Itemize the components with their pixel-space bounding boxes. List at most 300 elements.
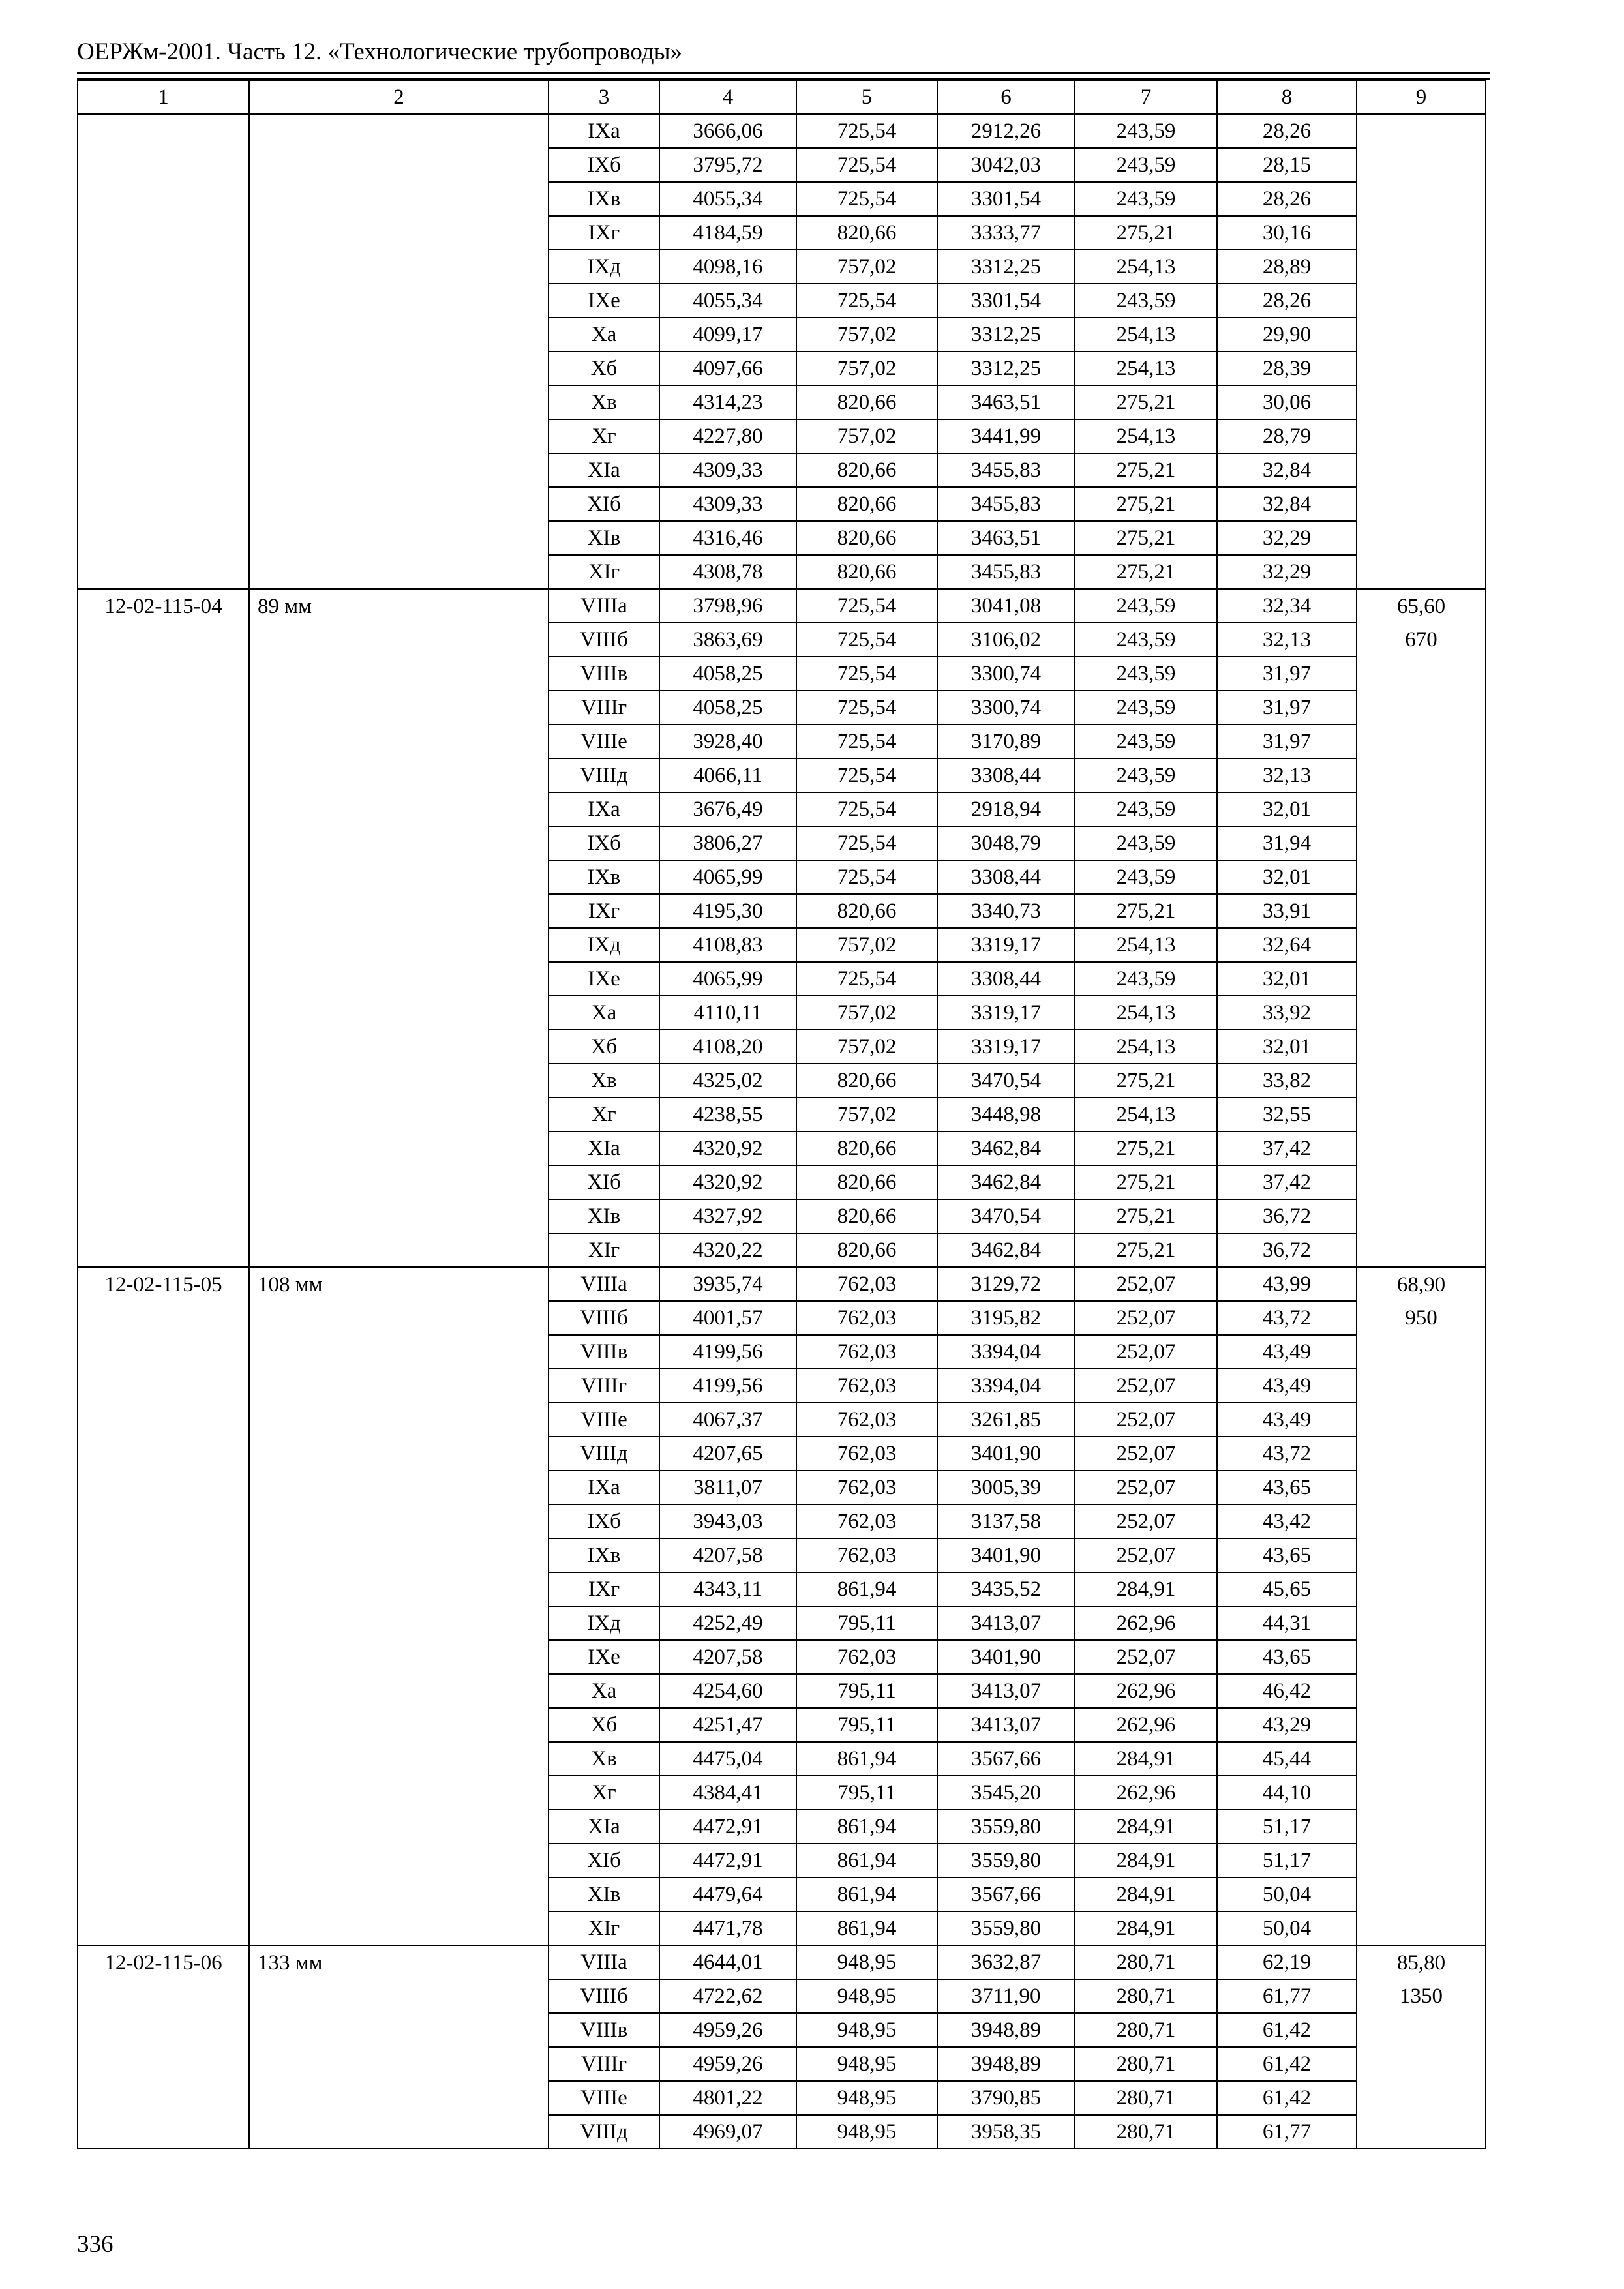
total-cost: 4325,02 <box>659 1064 796 1098</box>
wages: 725,54 <box>796 589 937 623</box>
region-zone: Xб <box>549 352 659 385</box>
region-zone: IXе <box>549 284 659 318</box>
pipe-diameter <box>249 1403 549 1437</box>
machinery-cost: 275,21 <box>1075 521 1217 555</box>
labor-hours: 37,42 <box>1217 1165 1357 1199</box>
labor-hours: 32,55 <box>1217 1098 1357 1131</box>
materials: 3401,90 <box>937 1640 1075 1674</box>
machinery-cost: 252,07 <box>1075 1403 1217 1437</box>
materials: 3195,82 <box>937 1301 1075 1335</box>
machinery-cost: 262,96 <box>1075 1708 1217 1742</box>
pipe-diameter <box>249 1504 549 1538</box>
total-cost: 4801,22 <box>659 2081 796 2115</box>
total-cost: 4472,91 <box>659 1844 796 1878</box>
rate-code <box>78 1844 249 1878</box>
materials: 3559,80 <box>937 1844 1075 1878</box>
total-cost: 4098,16 <box>659 250 796 284</box>
materials: 3340,73 <box>937 894 1075 928</box>
column-number: 8 <box>1217 80 1357 114</box>
rate-code <box>78 691 249 725</box>
pipe-diameter <box>249 1911 549 1945</box>
unit-value <box>1357 2081 1486 2115</box>
rate-code <box>78 216 249 250</box>
rate-code <box>78 1437 249 1471</box>
unit-value <box>1357 1606 1486 1640</box>
table-row <box>78 1098 1486 1131</box>
region-zone: Xв <box>549 1742 659 1776</box>
rate-code <box>78 1301 249 1335</box>
region-zone: VIIIб <box>549 1979 659 2013</box>
header-rule <box>77 72 1490 74</box>
pipe-diameter <box>249 1301 549 1335</box>
labor-hours: 32,29 <box>1217 555 1357 589</box>
table-row <box>78 1606 1486 1640</box>
pipe-diameter <box>249 1165 549 1199</box>
labor-hours: 28,89 <box>1217 250 1357 284</box>
rate-code <box>78 385 249 419</box>
pipe-diameter <box>249 148 549 182</box>
total-cost: 4099,17 <box>659 318 796 352</box>
region-zone: IXб <box>549 826 659 860</box>
region-zone: IXа <box>549 1471 659 1504</box>
column-number: 5 <box>796 80 937 114</box>
machinery-cost: 284,91 <box>1075 1742 1217 1776</box>
materials: 3137,58 <box>937 1504 1075 1538</box>
wages: 725,54 <box>796 826 937 860</box>
region-zone: Xг <box>549 419 659 453</box>
table-row <box>78 1878 1486 1911</box>
total-cost: 4384,41 <box>659 1776 796 1810</box>
rate-code <box>78 2081 249 2115</box>
machinery-cost: 275,21 <box>1075 1233 1217 1267</box>
region-zone: IXд <box>549 928 659 962</box>
rate-code <box>78 2115 249 2149</box>
machinery-cost: 252,07 <box>1075 1538 1217 1572</box>
materials: 3632,87 <box>937 1945 1075 1979</box>
column-number: 7 <box>1075 80 1217 114</box>
unit-value <box>1357 792 1486 826</box>
pipe-diameter <box>249 1742 549 1776</box>
wages: 725,54 <box>796 758 937 792</box>
total-cost: 3928,40 <box>659 725 796 758</box>
total-cost: 4199,56 <box>659 1335 796 1369</box>
labor-hours: 31,97 <box>1217 691 1357 725</box>
rate-code: 12-02-115-06 <box>78 1945 249 1979</box>
pipe-diameter <box>249 1708 549 1742</box>
total-cost: 3811,07 <box>659 1471 796 1504</box>
table-row <box>78 792 1486 826</box>
machinery-cost: 243,59 <box>1075 657 1217 691</box>
rate-code <box>78 1369 249 1403</box>
total-cost: 4055,34 <box>659 284 796 318</box>
table-row <box>78 182 1486 216</box>
unit-value: 670 <box>1357 623 1486 657</box>
pipe-diameter <box>249 1640 549 1674</box>
wages: 820,66 <box>796 385 937 419</box>
table-row <box>78 1504 1486 1538</box>
table-row <box>78 385 1486 419</box>
rate-code <box>78 1606 249 1640</box>
machinery-cost: 254,13 <box>1075 996 1217 1030</box>
region-zone: XIг <box>549 1233 659 1267</box>
total-cost: 4479,64 <box>659 1878 796 1911</box>
labor-hours: 43,49 <box>1217 1403 1357 1437</box>
table-row <box>78 826 1486 860</box>
total-cost: 4108,20 <box>659 1030 796 1064</box>
rate-code <box>78 114 249 148</box>
machinery-cost: 284,91 <box>1075 1878 1217 1911</box>
table-row <box>78 1979 1486 2013</box>
unit-value <box>1357 1844 1486 1878</box>
table-row <box>78 589 1486 623</box>
pipe-diameter <box>249 1674 549 1708</box>
machinery-cost: 262,96 <box>1075 1674 1217 1708</box>
table-row <box>78 1165 1486 1199</box>
wages: 795,11 <box>796 1606 937 1640</box>
rate-code <box>78 419 249 453</box>
labor-hours: 50,04 <box>1217 1911 1357 1945</box>
wages: 762,03 <box>796 1538 937 1572</box>
total-cost: 4320,22 <box>659 1233 796 1267</box>
machinery-cost: 275,21 <box>1075 1165 1217 1199</box>
machinery-cost: 252,07 <box>1075 1267 1217 1301</box>
region-zone: VIIIд <box>549 758 659 792</box>
region-zone: VIIIд <box>549 2115 659 2149</box>
region-zone: IXд <box>549 1606 659 1640</box>
materials: 3462,84 <box>937 1165 1075 1199</box>
machinery-cost: 243,59 <box>1075 758 1217 792</box>
region-zone: Xг <box>549 1776 659 1810</box>
materials: 3394,04 <box>937 1369 1075 1403</box>
region-zone: VIIIб <box>549 623 659 657</box>
pipe-diameter <box>249 352 549 385</box>
wages: 861,94 <box>796 1911 937 1945</box>
total-cost: 4207,65 <box>659 1437 796 1471</box>
labor-hours: 50,04 <box>1217 1878 1357 1911</box>
unit-value: 85,80 <box>1357 1945 1486 1979</box>
region-zone: Xб <box>549 1030 659 1064</box>
region-zone: VIIIв <box>549 2013 659 2047</box>
materials: 3463,51 <box>937 385 1075 419</box>
region-zone: XIг <box>549 1911 659 1945</box>
unit-value <box>1357 1776 1486 1810</box>
machinery-cost: 275,21 <box>1075 1199 1217 1233</box>
materials: 3711,90 <box>937 1979 1075 2013</box>
total-cost: 4001,57 <box>659 1301 796 1335</box>
materials: 3455,83 <box>937 555 1075 589</box>
unit-value: 1350 <box>1357 1979 1486 2013</box>
labor-hours: 46,42 <box>1217 1674 1357 1708</box>
rate-code <box>78 928 249 962</box>
labor-hours: 43,42 <box>1217 1504 1357 1538</box>
machinery-cost: 252,07 <box>1075 1437 1217 1471</box>
region-zone: XIа <box>549 1131 659 1165</box>
labor-hours: 61,77 <box>1217 1979 1357 2013</box>
materials: 3333,77 <box>937 216 1075 250</box>
machinery-cost: 284,91 <box>1075 1911 1217 1945</box>
total-cost: 4309,33 <box>659 453 796 487</box>
total-cost: 4110,11 <box>659 996 796 1030</box>
table-row <box>78 1708 1486 1742</box>
pipe-diameter <box>249 1098 549 1131</box>
rate-code <box>78 1131 249 1165</box>
page-header: ОЕРЖм-2001. Часть 12. «Технологические трубопроводы» <box>77 38 682 65</box>
rate-code <box>78 1471 249 1504</box>
total-cost: 4199,56 <box>659 1369 796 1403</box>
machinery-cost: 254,13 <box>1075 419 1217 453</box>
wages: 861,94 <box>796 1810 937 1844</box>
materials: 3401,90 <box>937 1437 1075 1471</box>
materials: 3462,84 <box>937 1233 1075 1267</box>
total-cost: 4066,11 <box>659 758 796 792</box>
labor-hours: 32,01 <box>1217 792 1357 826</box>
region-zone: VIIIе <box>549 725 659 758</box>
unit-value <box>1357 1030 1486 1064</box>
wages: 757,02 <box>796 1098 937 1131</box>
table-row <box>78 894 1486 928</box>
wages: 725,54 <box>796 691 937 725</box>
column-number-row <box>78 80 1486 114</box>
unit-value <box>1357 1131 1486 1165</box>
total-cost: 4959,26 <box>659 2047 796 2081</box>
unit-value <box>1357 996 1486 1030</box>
machinery-cost: 275,21 <box>1075 487 1217 521</box>
table-row <box>78 996 1486 1030</box>
labor-hours: 43,49 <box>1217 1369 1357 1403</box>
table-row <box>78 1267 1486 1301</box>
total-cost: 4207,58 <box>659 1640 796 1674</box>
pipe-diameter <box>249 1878 549 1911</box>
region-zone: IXе <box>549 1640 659 1674</box>
labor-hours: 31,94 <box>1217 826 1357 860</box>
table-row <box>78 1199 1486 1233</box>
unit-value <box>1357 555 1486 589</box>
machinery-cost: 280,71 <box>1075 1979 1217 2013</box>
machinery-cost: 275,21 <box>1075 555 1217 589</box>
machinery-cost: 284,91 <box>1075 1810 1217 1844</box>
wages: 861,94 <box>796 1572 937 1606</box>
pipe-diameter <box>249 1979 549 2013</box>
region-zone: XIв <box>549 1199 659 1233</box>
machinery-cost: 243,59 <box>1075 589 1217 623</box>
labor-hours: 32,01 <box>1217 1030 1357 1064</box>
pipe-diameter <box>249 1199 549 1233</box>
materials: 3958,35 <box>937 2115 1075 2149</box>
rate-code <box>78 758 249 792</box>
rate-code <box>78 1742 249 1776</box>
table-row <box>78 250 1486 284</box>
unit-value <box>1357 419 1486 453</box>
total-cost: 4472,91 <box>659 1810 796 1844</box>
materials: 3300,74 <box>937 691 1075 725</box>
materials: 3413,07 <box>937 1674 1075 1708</box>
materials: 3455,83 <box>937 453 1075 487</box>
region-zone: Xа <box>549 318 659 352</box>
region-zone: XIв <box>549 1878 659 1911</box>
machinery-cost: 275,21 <box>1075 216 1217 250</box>
region-zone: IXд <box>549 250 659 284</box>
unit-value <box>1357 1233 1486 1267</box>
wages: 725,54 <box>796 860 937 894</box>
unit-value <box>1357 318 1486 352</box>
materials: 3435,52 <box>937 1572 1075 1606</box>
pipe-diameter <box>249 792 549 826</box>
pipe-diameter <box>249 1606 549 1640</box>
machinery-cost: 243,59 <box>1075 691 1217 725</box>
machinery-cost: 275,21 <box>1075 1131 1217 1165</box>
region-zone: Xг <box>549 1098 659 1131</box>
total-cost: 4471,78 <box>659 1911 796 1945</box>
materials: 3948,89 <box>937 2013 1075 2047</box>
wages: 948,95 <box>796 1979 937 2013</box>
pipe-diameter <box>249 2115 549 2149</box>
materials: 3312,25 <box>937 352 1075 385</box>
unit-value <box>1357 1674 1486 1708</box>
wages: 762,03 <box>796 1640 937 1674</box>
region-zone: XIб <box>549 1165 659 1199</box>
table-row <box>78 216 1486 250</box>
region-zone: VIIIг <box>549 2047 659 2081</box>
unit-value <box>1357 826 1486 860</box>
labor-hours: 32,84 <box>1217 453 1357 487</box>
labor-hours: 29,90 <box>1217 318 1357 352</box>
column-number: 1 <box>78 80 249 114</box>
region-zone: Xа <box>549 1674 659 1708</box>
unit-value <box>1357 1369 1486 1403</box>
materials: 2912,26 <box>937 114 1075 148</box>
table-row <box>78 1945 1486 1979</box>
table-row <box>78 453 1486 487</box>
wages: 762,03 <box>796 1471 937 1504</box>
materials: 3455,83 <box>937 487 1075 521</box>
total-cost: 3943,03 <box>659 1504 796 1538</box>
region-zone: Xб <box>549 1708 659 1742</box>
table-row <box>78 487 1486 521</box>
labor-hours: 32,29 <box>1217 521 1357 555</box>
labor-hours: 28,39 <box>1217 352 1357 385</box>
labor-hours: 61,42 <box>1217 2013 1357 2047</box>
wages: 725,54 <box>796 792 937 826</box>
region-zone: XIа <box>549 1810 659 1844</box>
region-zone: IXг <box>549 1572 659 1606</box>
table-row <box>78 1640 1486 1674</box>
wages: 762,03 <box>796 1335 937 1369</box>
table-row <box>78 1233 1486 1267</box>
region-zone: Xв <box>549 385 659 419</box>
rate-code <box>78 1979 249 2013</box>
labor-hours: 32,01 <box>1217 962 1357 996</box>
pipe-diameter <box>249 385 549 419</box>
table-row <box>78 352 1486 385</box>
wages: 820,66 <box>796 1064 937 1098</box>
rate-code <box>78 1064 249 1098</box>
labor-hours: 28,26 <box>1217 114 1357 148</box>
materials: 3462,84 <box>937 1131 1075 1165</box>
rate-code <box>78 352 249 385</box>
unit-value <box>1357 487 1486 521</box>
region-zone: XIб <box>549 487 659 521</box>
wages: 757,02 <box>796 1030 937 1064</box>
region-zone: VIIIг <box>549 1369 659 1403</box>
wages: 820,66 <box>796 1233 937 1267</box>
total-cost: 4327,92 <box>659 1199 796 1233</box>
unit-value <box>1357 182 1486 216</box>
unit-value <box>1357 1538 1486 1572</box>
wages: 948,95 <box>796 2013 937 2047</box>
wages: 725,54 <box>796 182 937 216</box>
materials: 3041,08 <box>937 589 1075 623</box>
pipe-diameter <box>249 555 549 589</box>
total-cost: 4252,49 <box>659 1606 796 1640</box>
pipe-diameter <box>249 487 549 521</box>
column-number: 9 <box>1357 80 1486 114</box>
table-row <box>78 1301 1486 1335</box>
table-row <box>78 1471 1486 1504</box>
rate-code <box>78 284 249 318</box>
labor-hours: 30,16 <box>1217 216 1357 250</box>
unit-value <box>1357 114 1486 148</box>
table-row <box>78 758 1486 792</box>
pipe-diameter <box>249 623 549 657</box>
region-zone: XIа <box>549 453 659 487</box>
table-row <box>78 419 1486 453</box>
pipe-diameter <box>249 114 549 148</box>
wages: 820,66 <box>796 453 937 487</box>
pipe-diameter <box>249 2081 549 2115</box>
labor-hours: 32,13 <box>1217 758 1357 792</box>
rate-code <box>78 1878 249 1911</box>
machinery-cost: 254,13 <box>1075 1098 1217 1131</box>
table-row <box>78 2047 1486 2081</box>
pipe-diameter <box>249 1030 549 1064</box>
rate-code <box>78 555 249 589</box>
region-zone: IXа <box>549 792 659 826</box>
total-cost: 4722,62 <box>659 1979 796 2013</box>
table-row <box>78 860 1486 894</box>
labor-hours: 43,65 <box>1217 1538 1357 1572</box>
pipe-diameter <box>249 1776 549 1810</box>
labor-hours: 32,64 <box>1217 928 1357 962</box>
pipe-diameter <box>249 928 549 962</box>
pipe-diameter <box>249 1810 549 1844</box>
unit-value: 65,60 <box>1357 589 1486 623</box>
unit-value <box>1357 1911 1486 1945</box>
machinery-cost: 284,91 <box>1075 1844 1217 1878</box>
wages: 757,02 <box>796 419 937 453</box>
rate-code <box>78 1911 249 1945</box>
materials: 3308,44 <box>937 758 1075 792</box>
wages: 725,54 <box>796 962 937 996</box>
pipe-diameter <box>249 1131 549 1165</box>
table-row <box>78 1369 1486 1403</box>
labor-hours: 32,34 <box>1217 589 1357 623</box>
table-row <box>78 691 1486 725</box>
rate-code <box>78 1810 249 1844</box>
wages: 725,54 <box>796 725 937 758</box>
rate-code <box>78 1165 249 1199</box>
unit-value <box>1357 1504 1486 1538</box>
total-cost: 4108,83 <box>659 928 796 962</box>
machinery-cost: 275,21 <box>1075 1064 1217 1098</box>
total-cost: 4227,80 <box>659 419 796 453</box>
unit-value <box>1357 521 1486 555</box>
rate-code: 12-02-115-04 <box>78 589 249 623</box>
wages: 820,66 <box>796 894 937 928</box>
table-row <box>78 2115 1486 2149</box>
table-row <box>78 1742 1486 1776</box>
rate-code <box>78 657 249 691</box>
wages: 861,94 <box>796 1878 937 1911</box>
